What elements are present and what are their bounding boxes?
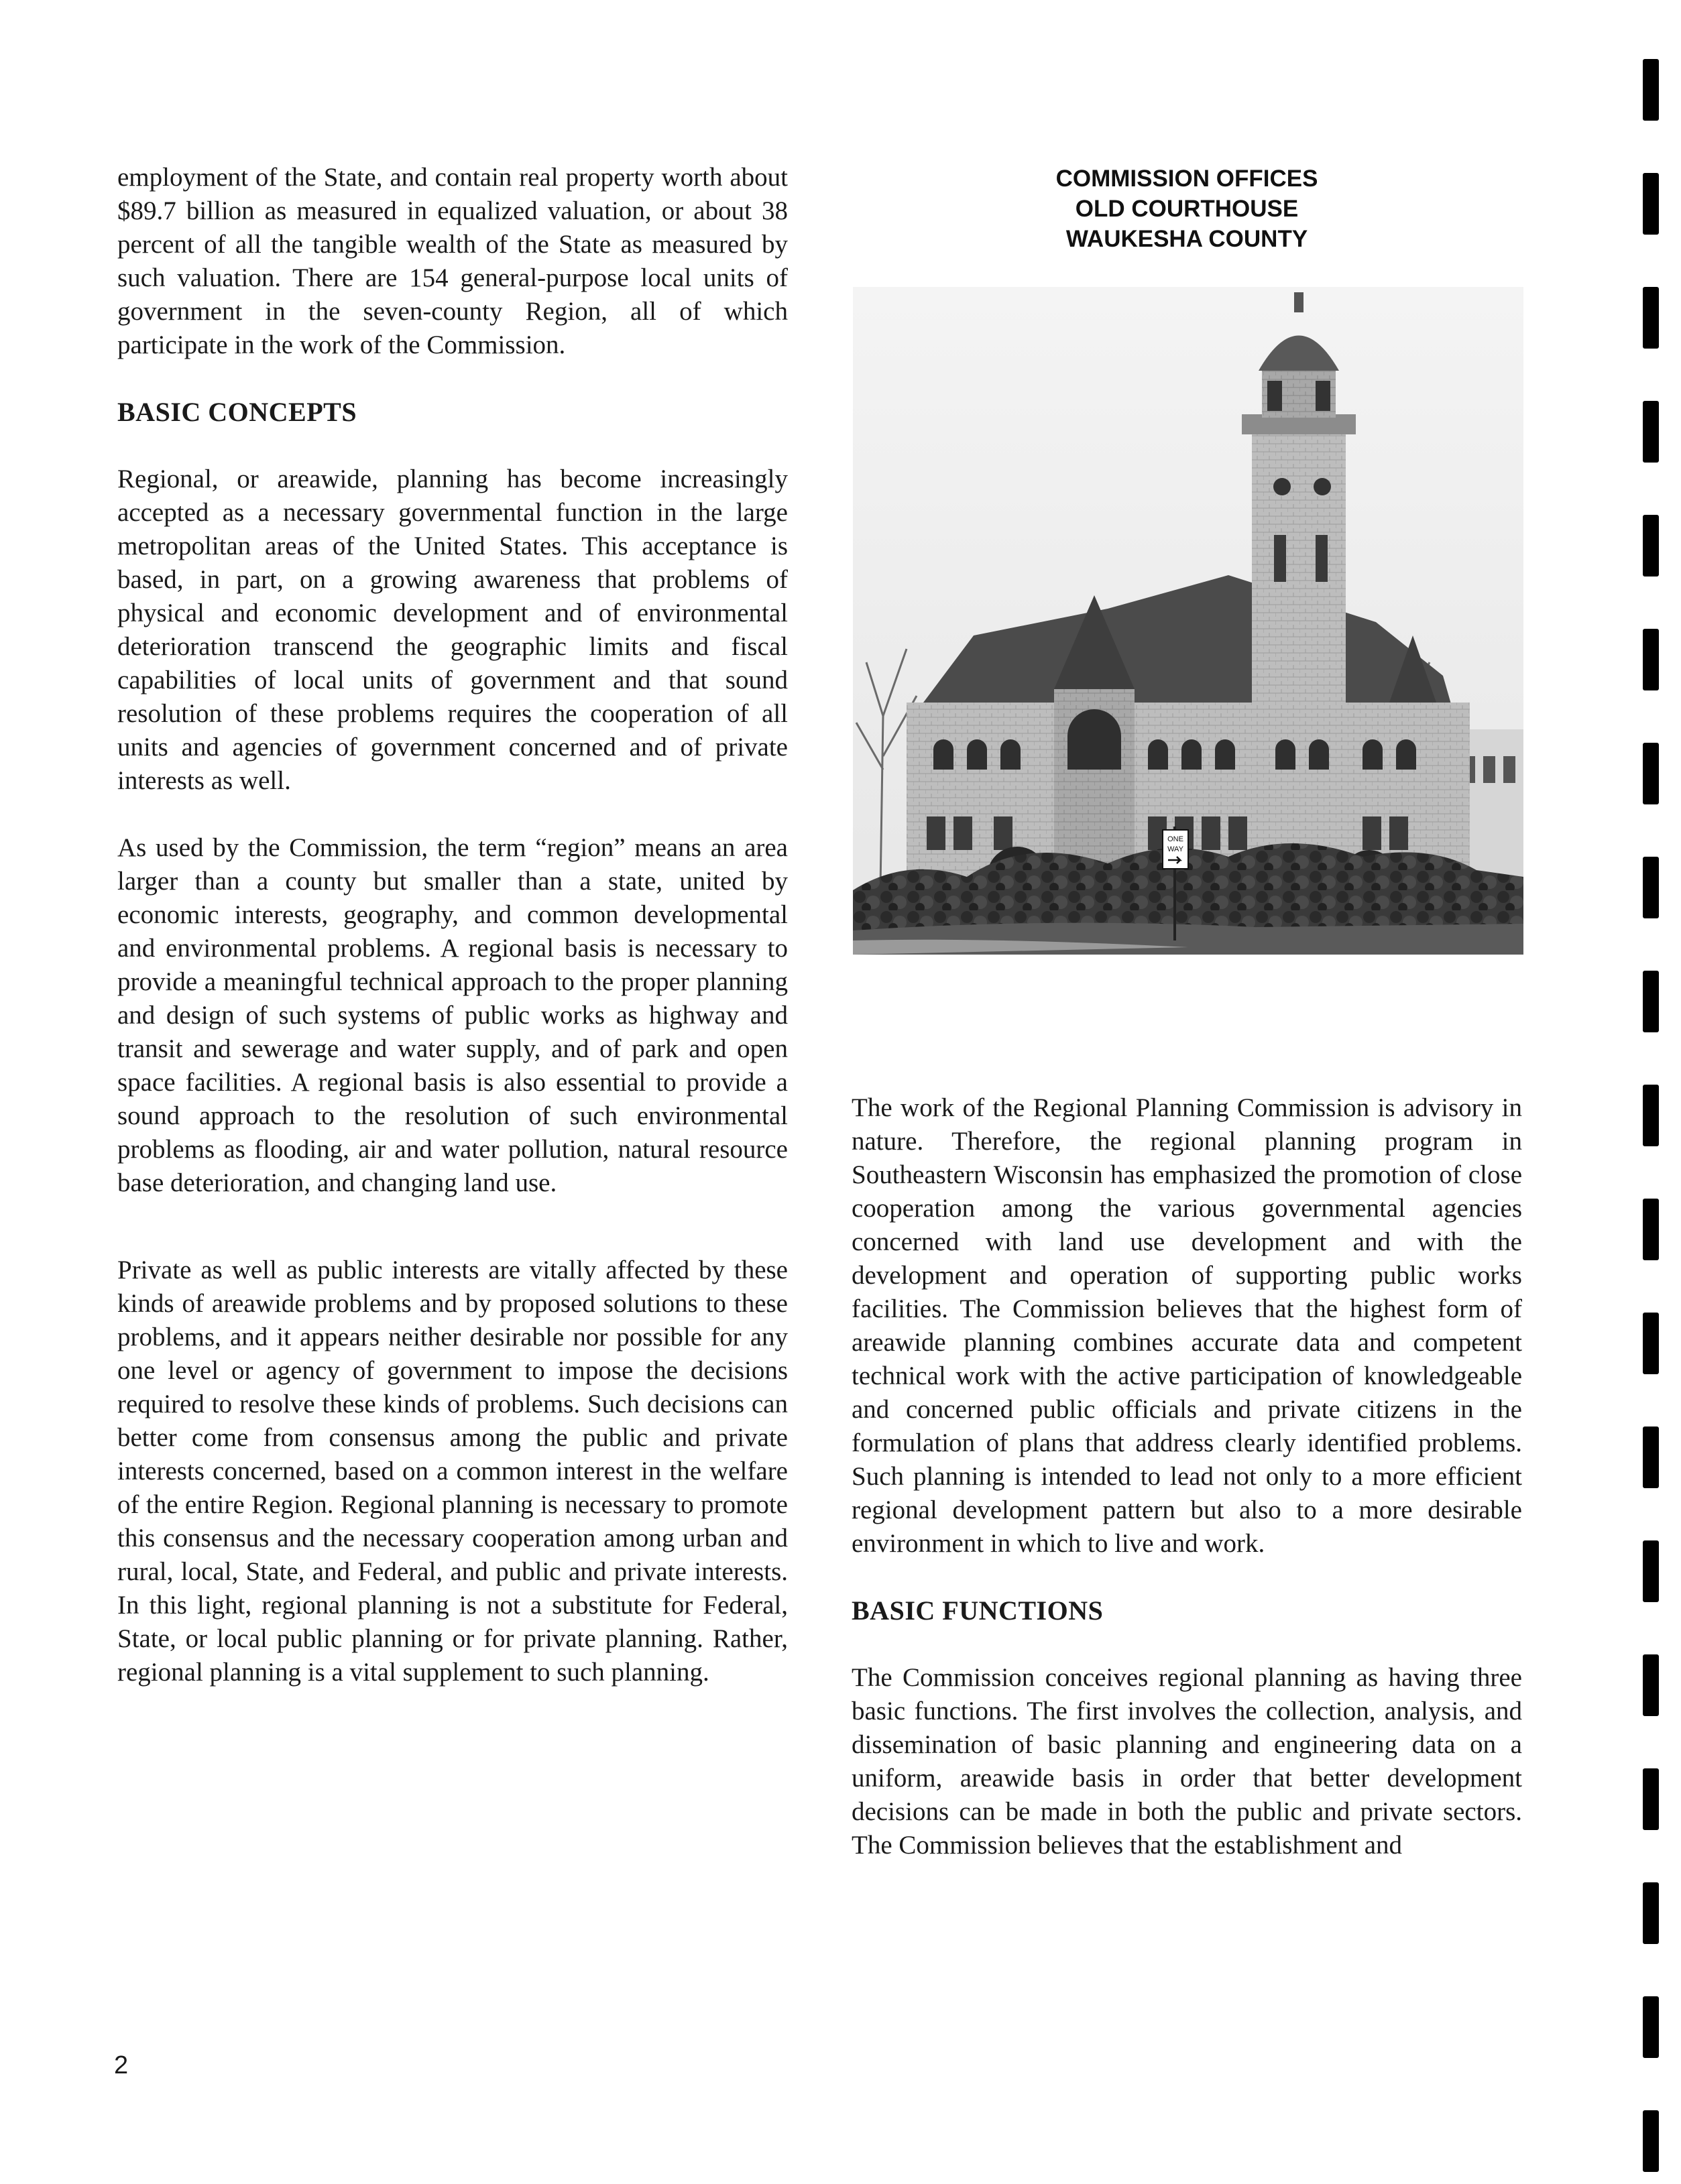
binding-mark xyxy=(1643,629,1659,690)
binding-mark xyxy=(1643,2110,1659,2172)
binding-marks xyxy=(1641,0,1681,2184)
paragraph-region-wealth: employment of the State, and contain real property worth about $89.7 billion as measured in equalized valuation, or about 38 percent of all the tangible wealth of the State as measured by such valuation. There are 154 general-purpose local units of government in the seven-county Region, all of which participate in the work of the Commission. xyxy=(117,163,788,359)
binding-mark xyxy=(1643,743,1659,804)
caption-line-2: OLD COURTHOUSE xyxy=(1075,196,1299,222)
sign-text-way: WAY xyxy=(1167,845,1183,853)
figure-caption xyxy=(852,164,1522,254)
binding-mark xyxy=(1643,1654,1659,1716)
binding-mark xyxy=(1643,515,1659,577)
binding-mark xyxy=(1643,1313,1659,1374)
binding-mark xyxy=(1643,173,1659,235)
caption-line-1: COMMISSION OFFICES xyxy=(1055,166,1318,192)
binding-mark xyxy=(1643,857,1659,918)
sign-text-one: ONE xyxy=(1167,835,1183,843)
page-number: 2 xyxy=(114,2051,129,2079)
heading-basic-functions: BASIC FUNCTIONS xyxy=(852,1595,1104,1626)
binding-mark xyxy=(1643,1540,1659,1602)
courthouse-photo xyxy=(853,287,1523,955)
binding-mark xyxy=(1643,1199,1659,1260)
paragraph-region-definition: As used by the Commission, the term “region” means an area larger than a county but smaller than a state, united by economic interests, geography, and common developmental and environmental problems. A regional basis is necessary to provide a meaningful technical approach to the proper planning and design of such systems of public works as highway and transit and sewerage and water supply, and of park and open space facilities. A regional basis is also essential to provide a sound approach to the resolution of such environmental problems as flooding, air and water pollution, natural resource base deterioration, and changing land use. xyxy=(117,833,788,1197)
right-column xyxy=(852,1091,1522,1862)
paragraph-advisory-nature: The work of the Regional Planning Commission is advisory in nature. Therefore, the regional planning program in Southeastern Wisconsin has emphasized the promotion of close cooperation among the various governmental agencies concerned with land use development and with the development and operation of supporting public works facilities. The Commission believes that the highest form of areawide planning combines accurate data and competent technical work with the active participation of knowledgeable and concerned public officials and private citizens in the formulation of plans that address clearly identified problems. Such planning is intended to lead not only to a more efficient regional development pattern but also to a more desirable environment in which to live and work. xyxy=(852,1093,1522,1558)
binding-mark xyxy=(1643,1882,1659,1944)
binding-mark xyxy=(1643,59,1659,121)
binding-mark xyxy=(1643,1085,1659,1146)
paragraph-private-public-interests: Private as well as public interests are vitally affected by these kinds of areawide problems and by proposed solutions to these problems, and it appears neither desirable nor possible for any one level or agency of government to impose the decisions required to resolve these kinds of problems. Such decisions can better come from consensus among the public and private interests concerned, based on a common interest in the welfare of the entire Region. Regional planning is necessary to promote this consensus and the necessary cooperation among urban and rural, local, State, and Federal, and public and private interests. In this light, regional planning is not a substitute for Federal, State, or local public planning or for private planning. Rather, regional planning is a vital supplement to such planning. xyxy=(117,1256,788,1687)
binding-mark xyxy=(1643,401,1659,463)
binding-mark xyxy=(1643,1427,1659,1488)
binding-mark xyxy=(1643,1768,1659,1830)
binding-mark xyxy=(1643,971,1659,1032)
binding-mark xyxy=(1643,287,1659,349)
left-column xyxy=(117,161,788,1689)
heading-basic-concepts: BASIC CONCEPTS xyxy=(117,397,357,427)
paragraph-three-functions: The Commission conceives regional planning as having three basic functions. The first involves the collection, analysis, and dissemination of basic planning and engineering data on a uniform, areawide basis in order that better development decisions can be made in both the public and private sectors. The Commission believes that the establishment and xyxy=(852,1663,1522,1860)
paragraph-regional-planning: Regional, or areawide, planning has become increasingly accepted as a necessary governmental function in the large metropolitan areas of the United States. This acceptance is based, in part, on a growing awareness that problems of physical and economic development and of environmental deterioration transcend the geographic limits and fiscal capabilities of local units of government and that sound resolution of these problems requires the cooperation of all units and agencies of government concerned and of private interests as well. xyxy=(117,465,788,795)
caption-line-3: WAUKESHA COUNTY xyxy=(1065,226,1308,252)
binding-mark xyxy=(1643,1996,1659,2058)
